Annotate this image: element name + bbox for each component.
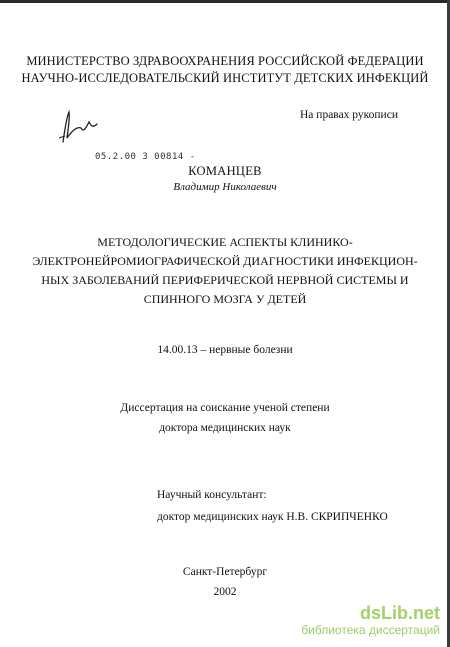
watermark-subtitle: библиотека диссертаций — [301, 623, 440, 637]
watermark-logo-main: dsLib — [359, 603, 408, 623]
author-surname: КОМАНЦЕВ — [188, 164, 262, 178]
degree-line-2: доктора медицинских наук — [159, 422, 291, 434]
ministry-line-1: МИНИСТЕРСТВО ЗДРАВООХРАНЕНИЯ РОССИЙСКОЙ ФЕДЕРАЦИИ — [26, 54, 424, 68]
scan-edge-top — [0, 0, 450, 3]
ministry-header — [0, 53, 450, 87]
registration-stamp: 05.2.00 3 00814 - — [95, 152, 196, 162]
dissertation-title — [0, 233, 450, 309]
watermark-logo — [301, 603, 440, 623]
degree-statement — [0, 398, 450, 438]
consultant-label: Научный консультант: — [157, 489, 267, 501]
city: Санкт-Петербург — [182, 566, 268, 578]
title-line-2: ЭЛЕКТРОНЕЙРОМИОГРАФИЧЕСКОЙ ДИАГНОСТИКИ ИНФЕКЦИОН- — [32, 254, 418, 268]
place-and-year — [0, 562, 450, 602]
watermark — [301, 603, 440, 637]
title-line-1: МЕТОДОЛОГИЧЕСКИЕ АСПЕКТЫ КЛИНИКО- — [97, 235, 353, 249]
watermark-logo-tld: net — [413, 603, 440, 623]
signature-scribble — [55, 108, 115, 146]
rights-note: На правах рукописи — [300, 109, 398, 121]
author-name: Владимир Николаевич — [173, 181, 277, 193]
title-line-3: НЫХ ЗАБОЛЕВАНИЙ ПЕРИФЕРИЧЕСКОЙ НЕРВНОЙ СИСТЕМЫ И — [41, 273, 409, 287]
consultant-name: доктор медицинских наук Н.В. СКРИПЧЕНКО — [157, 511, 388, 523]
year: 2002 — [213, 586, 237, 598]
title-line-4: СПИННОГО МОЗГА У ДЕТЕЙ — [143, 292, 307, 306]
ministry-line-2: НАУЧНО-ИССЛЕДОВАТЕЛЬСКИЙ ИНСТИТУТ ДЕТСКИХ ИНФЕКЦИЙ — [21, 71, 429, 85]
degree-line-1: Диссертация на соискание ученой степени — [120, 402, 330, 414]
watermark-logo-dot: . — [407, 603, 413, 623]
specialty-code: 14.00.13 – нервные болезни — [157, 344, 293, 356]
